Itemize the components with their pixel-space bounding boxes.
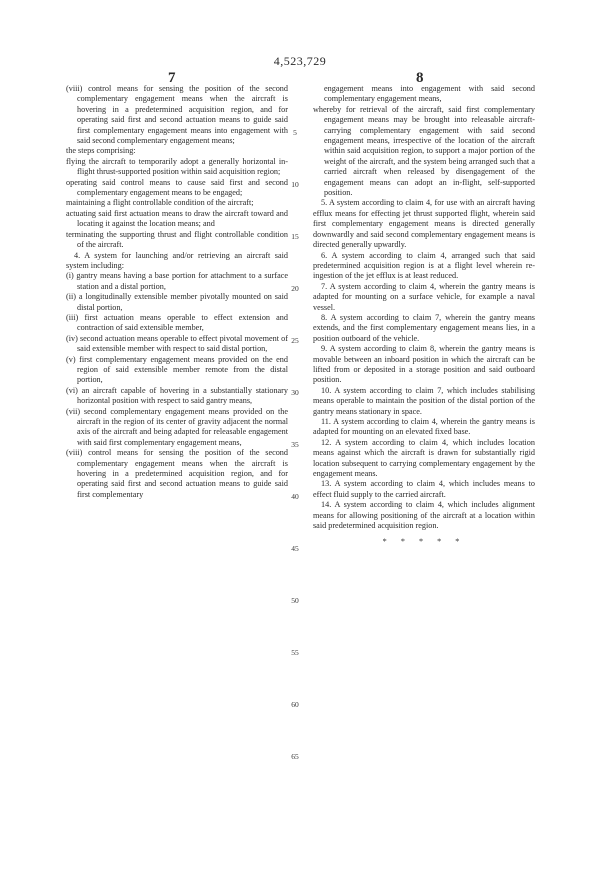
paragraph: (vii) second complementary engagement means provided on the aircraft in the region of its center of gravity adjacent the normal axis of the aircraft and being adapted for releasable engagement with said first complementary engagement means, [66, 406, 288, 447]
paragraph: operating said control means to cause said first and second complementary engagement means to be engaged; [66, 177, 288, 198]
line-number: 40 [291, 492, 299, 501]
claim-paragraph: 13. A system according to claim 4, which includes means to effect fluid supply to the carried aircraft. [313, 479, 535, 499]
paragraph: (i) gantry means having a base portion for attachment to a surface station and a distal portion, [66, 271, 288, 291]
column-number-left: 7 [168, 70, 176, 86]
paragraph: (viii) control means for sensing the position of the second complementary engagement means when the aircraft is hovering in a predetermined acquisition region, and for operating said first and second actuation means to guide said first complementary [66, 448, 288, 499]
paragraph: flying the aircraft to temporarily adopt a generally horizontal in-flight thrust-supported position within said acquisition region; [66, 156, 288, 177]
paragraph: whereby for retrieval of the aircraft, said first complementary engagement means may be brought into releasable aircraft-carrying complementary engagement with said second engagement means, irrespective of the location of the aircraft within said acquisition region, to support a major portion of the weight of the aircraft, and the system being arranged such that a carried aircraft when released by disengagement of the engagement means can adopt an in-flight, self-supported position. [313, 104, 535, 198]
line-number: 55 [291, 648, 299, 657]
claim-paragraph: 8. A system according to claim 7, wherein the gantry means extends, and the first complementary engagement means lies, in a position outboard of the vehicle. [313, 312, 535, 343]
claim-paragraph: 12. A system according to claim 4, which includes location means against which the aircraft is drawn for substantially rigid location subsequent to carrying complementary engagement by the engagement means. [313, 437, 535, 479]
patent-number: 4,523,729 [273, 54, 327, 68]
left-text-column [66, 84, 288, 500]
paragraph: (iii) first actuation means operable to effect extension and contraction of said extensible member, [66, 312, 288, 333]
claim-paragraph: 11. A system according to claim 4, wherein the gantry means is adapted for mounting on an elevated fixed base. [313, 417, 535, 437]
claim-paragraph: 5. A system according to claim 4, for use with an aircraft having efflux means for effecting jet thrust supported flight, wherein said first complementary engagement means is directed generally downwardly and said second complementary engagement means is directed generally upwardly. [313, 198, 535, 250]
line-number: 10 [291, 180, 299, 189]
paragraph: engagement means into engagement with said second complementary engagement means, [324, 84, 535, 104]
claim-paragraph: 7. A system according to claim 4, wherein the gantry means is adapted for mounting on a surface vehicle, for example a naval vessel. [313, 281, 535, 312]
claim-paragraph: 9. A system according to claim 8, wherein the gantry means is movable between an inboard position in which the aircraft can be lifted from or deposited in a storage position and said outboard position. [313, 344, 535, 385]
line-number: 45 [291, 544, 299, 553]
paragraph: terminating the supporting thrust and flight controllable condition of the aircraft. [66, 229, 288, 250]
column-number-right: 8 [416, 70, 424, 86]
paragraph: (vi) an aircraft capable of hovering in a substantially stationary horizontal position with respect to said gantry means, [66, 385, 288, 406]
paragraph: maintaining a flight controllable condition of the aircraft; [66, 198, 254, 208]
claim-paragraph: 14. A system according to claim 4, which includes alignment means for allowing positioning of the aircraft at a location within said predetermined acquisition region. [313, 500, 535, 531]
end-marker: * * * * * [382, 537, 466, 547]
claim-paragraph: 6. A system according to claim 4, arranged such that said predetermined acquisition region is at a flight level wherein re-ingestion of the jet efflux is at least reduced. [313, 250, 535, 281]
paragraph: (v) first complementary engagement means provided on the end region of said extensible member remote from the distal portion, [66, 354, 288, 385]
line-number: 60 [291, 700, 299, 709]
claim-paragraph: 10. A system according to claim 7, which includes stabilising means operable to maintain the position of the distal portion of the gantry means stationary in space. [313, 385, 535, 416]
line-number: 15 [291, 232, 299, 241]
paragraph: actuating said first actuation means to draw the aircraft toward and locating it against the location means; and [66, 208, 288, 229]
right-text-column [313, 84, 535, 548]
line-number: 20 [291, 284, 299, 293]
line-number: 50 [291, 596, 299, 605]
line-number: 25 [291, 336, 299, 345]
paragraph: (iv) second actuation means operable to effect pivotal movement of said extensible member with respect to said distal portion, [66, 333, 288, 354]
paragraph: the steps comprising: [66, 146, 136, 156]
paragraph: (viii) control means for sensing the position of the second complementary engagement means when the aircraft is hovering in a predetermined acquisition region, and for operating said first and second actuation means to guide said first complementary engagement means into engagement with said second complementary engagement means; [66, 84, 288, 146]
line-number: 65 [291, 752, 299, 761]
paragraph: (ii) a longitudinally extensible member pivotally mounted on said distal portion, [66, 292, 288, 312]
line-number: 5 [293, 128, 297, 137]
line-number: 30 [291, 388, 299, 397]
line-number: 35 [291, 440, 299, 449]
claim-paragraph: 4. A system for launching and/or retrieving an aircraft said system including: [66, 250, 288, 270]
